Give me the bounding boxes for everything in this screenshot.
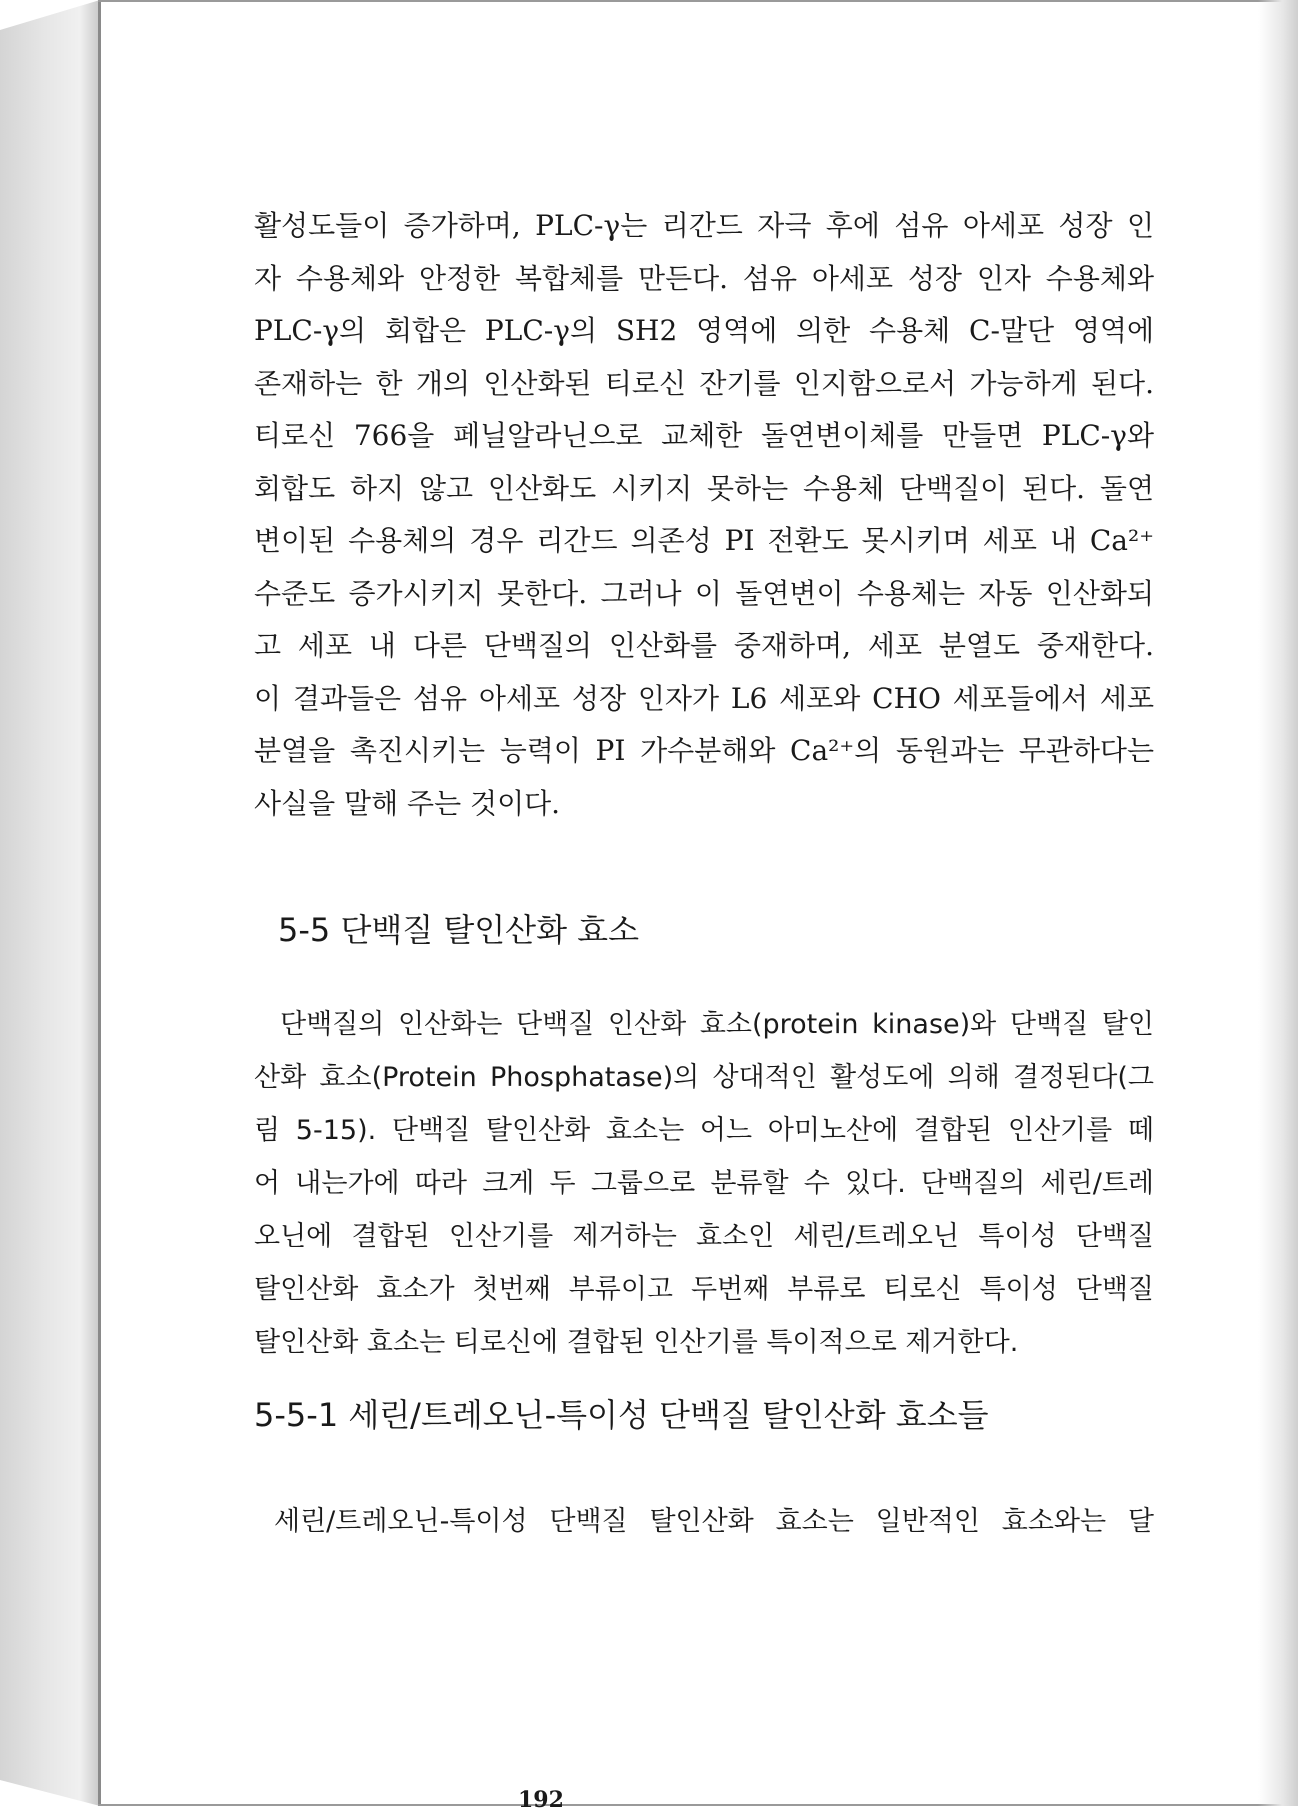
paragraph-line: 이 결과들은 섬유 아세포 성장 인자가 L6 세포와 CHO 세포들에서 세포 [254, 681, 1154, 715]
paragraph-line: 수준도 증가시키지 못한다. 그러나 이 돌연변이 수용체는 자동 인산화되 [254, 576, 1154, 610]
book-spine [0, 0, 100, 1806]
paragraph-line: 활성도들이 증가하며, PLC-γ는 리간드 자극 후에 섬유 아세포 성장 인 [254, 209, 1154, 242]
paragraph-2 [254, 998, 1154, 1369]
paragraph-line: 티로신 766을 페닐알라닌으로 교체한 돌연변이체를 만들면 PLC-γ와 [254, 419, 1154, 452]
paragraph-line: 자 수용체와 안정한 복합체를 만든다. 섬유 아세포 성장 인자 수용체와 [254, 261, 1154, 295]
paragraph-line: 변이된 수용체의 경우 리간드 의존성 PI 전환도 못시키며 세포 내 Ca²⁺ [254, 524, 1154, 557]
page-number: 192 [518, 1787, 564, 1813]
section-heading-5-5-1: 5-5-1 세린/트레오닌-특이성 단백질 탈인산화 효소들 [254, 1396, 989, 1434]
paragraph-line: 림 5-15). 단백질 탈인산화 효소는 어느 아미노산에 결합된 인산기를 떼 [254, 1115, 1154, 1146]
paragraph-line: 회합도 하지 않고 인산화도 시키지 못하는 수용체 단백질이 된다. 돌연 [254, 471, 1154, 505]
paragraph-line: 존재하는 한 개의 인산화된 티로신 잔기를 인지함으로서 가능하게 된다. [254, 366, 1154, 400]
page-shadow [1258, 0, 1298, 1806]
paragraph-line: 탈인산화 효소가 첫번째 부류이고 두번째 부류로 티로신 특이성 단백질 [254, 1274, 1154, 1305]
paragraph-line: 단백질의 인산화는 단백질 인산화 효소(protein kinase)와 단백질 탈인 [280, 1009, 1154, 1040]
paragraph-line: PLC-γ의 회합은 PLC-γ의 SH2 영역에 의한 수용체 C-말단 영역에 [254, 314, 1154, 347]
paragraph-line: 세린/트레오닌-특이성 단백질 탈인산화 효소는 일반적인 효소와는 달 [274, 1506, 1154, 1537]
paragraph-line: 산화 효소(Protein Phosphatase)의 상대적인 활성도에 의해 결정된다(그 [254, 1062, 1154, 1093]
paragraph-1 [254, 200, 1154, 830]
paragraph-line: 탈인산화 효소는 티로신에 결합된 인산기를 특이적으로 제거한다. [254, 1327, 1019, 1358]
paragraph-3 [254, 1495, 1154, 1548]
paragraph-line: 고 세포 내 다른 단백질의 인산화를 중재하며, 세포 분열도 중재한다. [254, 629, 1154, 662]
section-heading-5-5: 5-5 단백질 탈인산화 효소 [278, 911, 639, 949]
paragraph-line: 사실을 말해 주는 것이다. [254, 786, 561, 820]
spine-edge [98, 0, 101, 1806]
page-top-edge [98, 0, 1298, 2]
paragraph-line: 어 내는가에 따라 크게 두 그룹으로 분류할 수 있다. 단백질의 세린/트레 [254, 1168, 1154, 1199]
paragraph-line: 오닌에 결합된 인산기를 제거하는 효소인 세린/트레오닌 특이성 단백질 [254, 1221, 1154, 1252]
paragraph-line: 분열을 촉진시키는 능력이 PI 가수분해와 Ca²⁺의 동원과는 무관하다는 [254, 734, 1154, 767]
